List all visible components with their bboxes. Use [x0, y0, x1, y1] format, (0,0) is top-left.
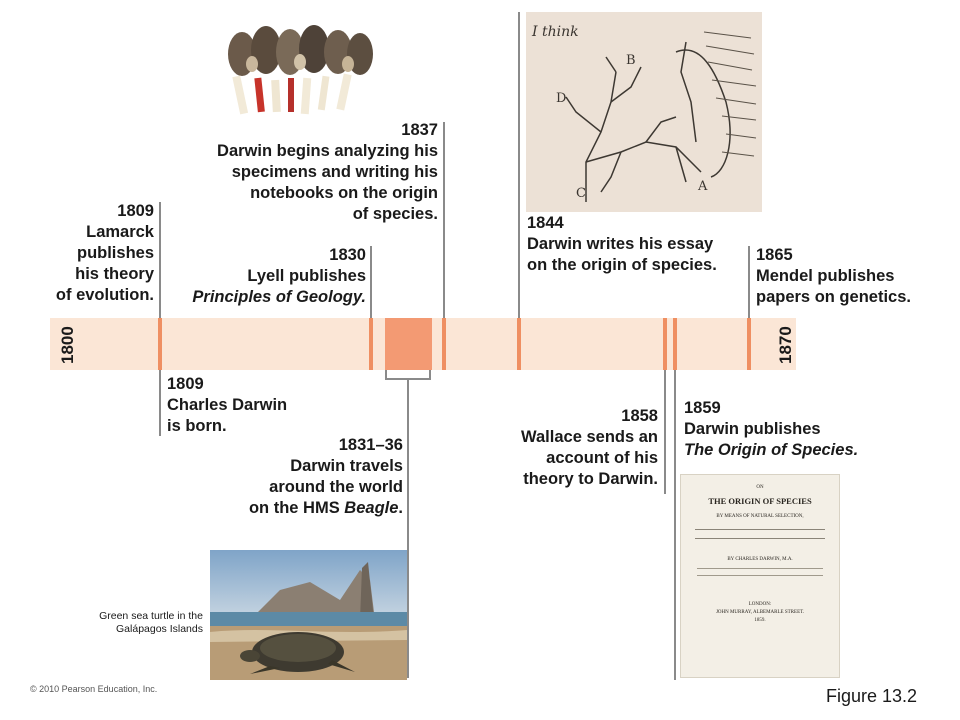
- event-beagle: [200, 435, 403, 519]
- notebook-handwriting: I think: [532, 24, 579, 40]
- book-text-lines: [695, 529, 825, 539]
- event-text: Darwin travels: [290, 457, 403, 475]
- event-text: [200, 498, 403, 519]
- event-text: publishes: [76, 244, 154, 262]
- event-text: Darwin writes his essay: [527, 235, 714, 253]
- event-year: 1858: [621, 407, 658, 425]
- book-text-lines: [697, 568, 823, 576]
- svg-text:D: D: [556, 91, 567, 106]
- book-title-page: [681, 475, 839, 623]
- event-1837: [170, 120, 438, 225]
- event-text: specimens and writing his: [231, 163, 438, 181]
- event-text: Lyell publishes: [247, 267, 366, 285]
- notebook-sketch-image: [526, 12, 762, 212]
- event-text: papers on genetics.: [756, 288, 911, 306]
- event-text: Charles Darwin: [167, 396, 288, 414]
- event-text: Darwin publishes: [684, 420, 821, 438]
- event-year: 1844: [527, 214, 564, 232]
- book-on: ON: [756, 485, 764, 490]
- event-year: 1809: [117, 202, 154, 220]
- ship-name: Beagle: [344, 499, 399, 517]
- svg-text:A: A: [698, 179, 708, 194]
- book-year: 1859.: [754, 618, 766, 623]
- event-text: his theory: [75, 265, 154, 283]
- event-text-italic: The Origin of Species.: [684, 441, 859, 459]
- connector-beagle: [407, 380, 409, 678]
- event-text: Lamarck: [86, 223, 154, 241]
- tick-1830: [369, 318, 373, 370]
- tick-1844: [517, 318, 521, 370]
- tick-1837: [442, 318, 446, 370]
- event-year: 1865: [756, 246, 793, 264]
- event-lamarck: [22, 201, 154, 306]
- connector-lyell: [370, 246, 372, 318]
- beagle-bracket: [385, 370, 431, 380]
- svg-text:C: C: [576, 186, 586, 201]
- notebook-tree-sketch-photo: [526, 12, 762, 212]
- svg-text:B: B: [626, 53, 636, 68]
- connector-1837: [443, 122, 445, 318]
- turtle-caption: [60, 610, 203, 636]
- event-1844: [527, 213, 757, 276]
- tick-1865: [747, 318, 751, 370]
- event-text: of species.: [352, 205, 438, 223]
- copyright-text: © 2010 Pearson Education, Inc.: [30, 684, 158, 694]
- connector-1844: [518, 12, 520, 318]
- figure-label: Figure 13.2: [826, 686, 918, 706]
- book-city: LONDON:: [748, 602, 772, 607]
- event-born: [167, 374, 317, 437]
- event-wallace: [490, 406, 658, 490]
- event-text: notebooks on the origin: [250, 184, 438, 202]
- end-year-label: 1870: [776, 326, 795, 364]
- event-year: 1809: [167, 375, 204, 393]
- event-text: Mendel publishes: [756, 267, 895, 285]
- event-text: around the world: [269, 478, 403, 496]
- event-year: 1859: [684, 399, 721, 417]
- connector-born: [159, 370, 161, 436]
- origin-title-page-photo: [680, 474, 840, 678]
- turtle-caption-line: Galápagos Islands: [116, 623, 203, 635]
- turtle-caption-line: Green sea turtle in the: [99, 610, 203, 622]
- event-text: is born.: [167, 417, 227, 435]
- connector-origin: [674, 370, 676, 680]
- connector-wallace: [664, 370, 666, 494]
- event-text-italic: Principles of Geology.: [192, 288, 366, 306]
- event-year: 1837: [401, 121, 438, 139]
- turtle-galapagos-photo: [210, 550, 407, 680]
- book-title: THE ORIGIN OF SPECIES: [708, 496, 812, 506]
- event-year: 1830: [329, 246, 366, 264]
- event-text-part: on the HMS: [248, 499, 345, 517]
- beagle-period-block: [385, 318, 432, 370]
- event-text: account of his: [546, 449, 658, 467]
- event-text: Wallace sends an: [521, 428, 658, 446]
- tick-1809: [158, 318, 162, 370]
- book-subtitle: BY MEANS OF NATURAL SELECTION,: [716, 514, 804, 519]
- event-text-part: .: [398, 499, 403, 517]
- event-lyell: [160, 245, 366, 308]
- turtle-image: [210, 550, 407, 680]
- start-year-label: 1800: [58, 326, 77, 364]
- event-text: theory to Darwin.: [523, 470, 658, 488]
- tick-1858: [663, 318, 667, 370]
- event-text: on the origin of species.: [527, 256, 717, 274]
- finch-specimens-photo: [222, 14, 378, 122]
- event-mendel: [756, 245, 956, 308]
- book-author: BY CHARLES DARWIN, M.A.: [727, 557, 793, 562]
- event-year: 1831–36: [338, 436, 403, 454]
- finch-specimens-image: [222, 14, 378, 122]
- tick-1859: [673, 318, 677, 370]
- event-text: Darwin begins analyzing his: [217, 142, 438, 160]
- book-publisher: JOHN MURRAY, ALBEMARLE STREET.: [715, 610, 805, 615]
- event-origin: [684, 398, 914, 461]
- event-text: of evolution.: [55, 286, 154, 304]
